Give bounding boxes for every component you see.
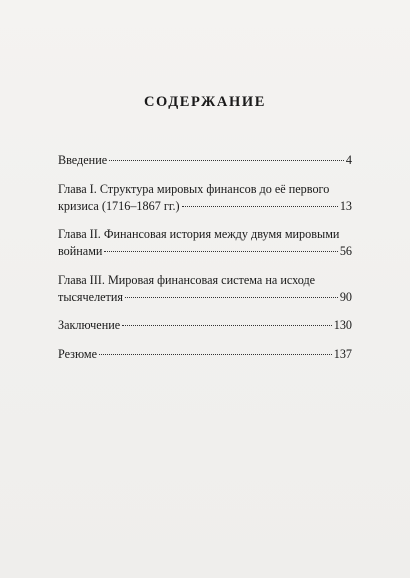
toc-page-number: 137 bbox=[333, 346, 352, 361]
dot-leader bbox=[125, 297, 338, 298]
toc-entry-line bbox=[58, 346, 352, 363]
toc-entry-chapter-2 bbox=[58, 226, 352, 260]
toc-entry-chapter-3 bbox=[58, 272, 352, 306]
toc-entry-title-line-1: Глава I. Структура мировых финансов до её первого bbox=[58, 181, 330, 196]
toc-entry-line bbox=[58, 152, 352, 169]
toc-page-number: 13 bbox=[339, 198, 352, 213]
toc-entry-conclusion bbox=[58, 317, 352, 334]
toc-entry-line bbox=[58, 243, 352, 260]
toc-entry-title-line-2: кризиса (1716–1867 гг.) bbox=[58, 198, 180, 213]
dot-leader bbox=[109, 160, 344, 161]
toc-entry-introduction bbox=[58, 152, 352, 169]
toc-entry-line bbox=[58, 289, 352, 306]
toc-entry-title-line-2: тысячелетия bbox=[58, 289, 124, 304]
toc-page-number: 90 bbox=[339, 289, 352, 304]
dot-leader bbox=[122, 325, 332, 326]
toc-entry-line bbox=[58, 317, 352, 334]
dot-leader bbox=[182, 206, 338, 207]
toc-entry-title-line-2: войнами bbox=[58, 244, 103, 258]
toc-entry-title: Резюме bbox=[58, 346, 98, 361]
toc-page-number: 130 bbox=[333, 318, 352, 332]
toc-entry-title: Заключение bbox=[58, 318, 121, 332]
table-of-contents bbox=[58, 152, 352, 374]
toc-page-number: 4 bbox=[345, 153, 352, 167]
toc-entry-title-line-1: Глава II. Финансовая история между двумя мировыми bbox=[58, 227, 340, 241]
dot-leader bbox=[104, 251, 337, 252]
toc-entry-line bbox=[58, 198, 352, 215]
toc-page-number: 56 bbox=[339, 244, 352, 258]
page-title: СОДЕРЖАНИЕ bbox=[143, 94, 267, 110]
toc-entry-summary bbox=[58, 346, 352, 363]
toc-entry-title: Введение bbox=[58, 153, 108, 167]
dot-leader bbox=[99, 354, 332, 355]
toc-entry-chapter-1 bbox=[58, 181, 352, 215]
toc-entry-title-line-1: Глава III. Мировая финансовая система на исходе bbox=[58, 272, 316, 287]
